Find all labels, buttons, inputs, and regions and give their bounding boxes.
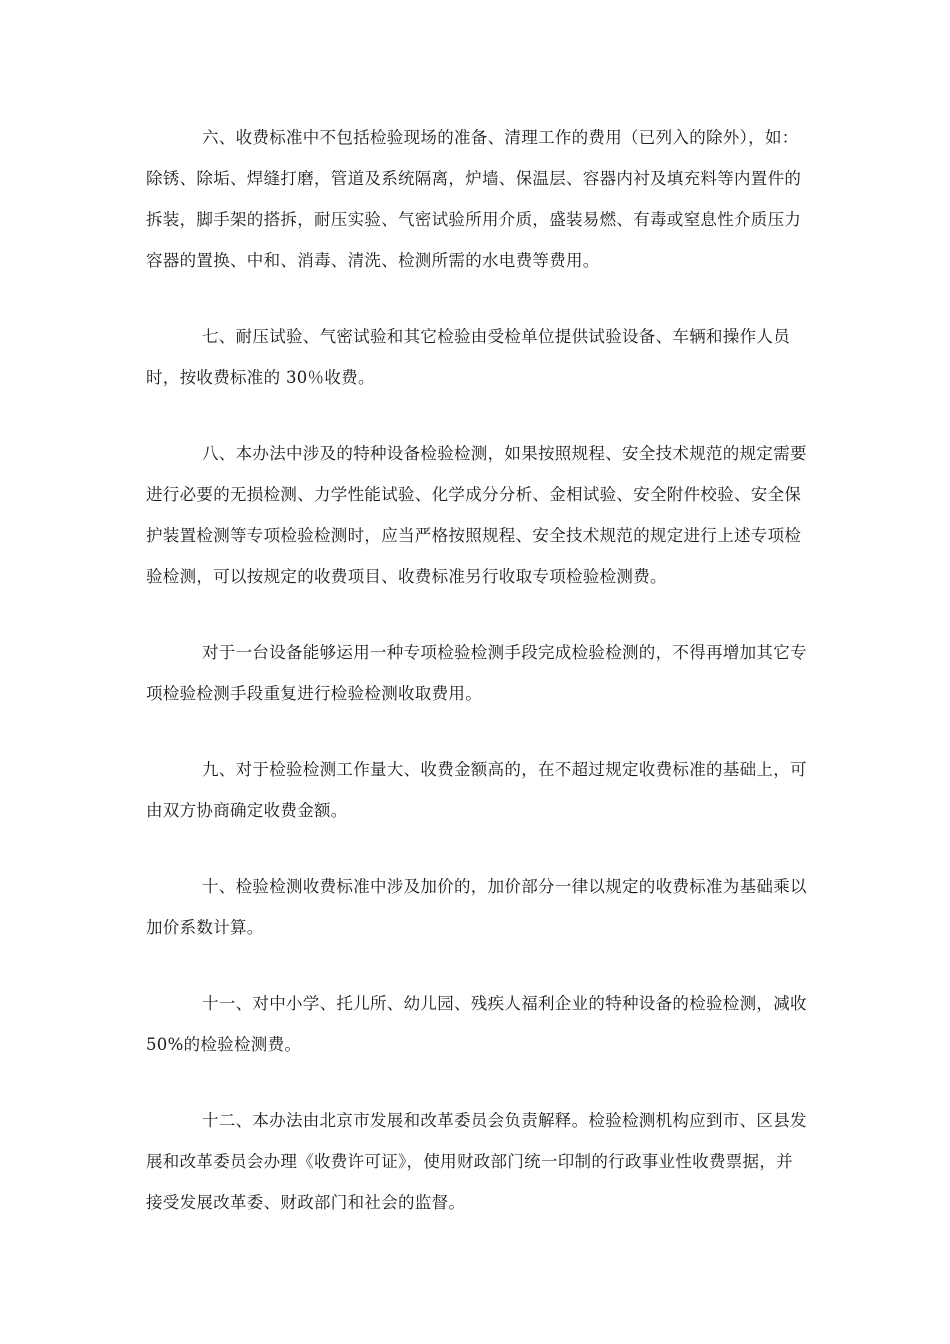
paragraph-gap — [146, 1065, 808, 1100]
paragraph-line: 项检验检测手段重复进行检验检测收取费用。 — [146, 684, 482, 703]
paragraph-line: 六、收费标准中不包括检验现场的准备、清理工作的费用（已列入的除外），如： — [202, 128, 799, 147]
paragraph-line: 护装置检测等专项检验检测时，应当严格按照规程、安全技术规范的规定进行上述专项检 — [146, 526, 802, 545]
paragraph-line: 展和改革委员会办理《收费许可证》，使用财政部门统一印制的行政事业性收费票据，并 — [146, 1152, 793, 1171]
paragraph-line: 加价系数计算。 — [146, 918, 264, 937]
paragraph-gap — [146, 597, 808, 632]
paragraph-line: 容器的置换、中和、消毒、清洗、检测所需的水电费等费用。 — [146, 251, 600, 270]
paragraph-line: 接受发展改革委、财政部门和社会的监督。 — [146, 1193, 466, 1212]
paragraph-8 — [146, 433, 808, 597]
paragraph-gap — [146, 398, 808, 433]
paragraph-line: 对于一台设备能够运用一种专项检验检测手段完成检验检测的，不得再增加其它专 — [202, 643, 807, 662]
paragraph-line: 七、耐压试验、气密试验和其它检验由受检单位提供试验设备、车辆和操作人员 — [202, 327, 790, 346]
paragraph-8-supplement — [146, 632, 808, 714]
paragraph-6 — [146, 117, 808, 281]
paragraph-12 — [146, 1100, 808, 1223]
paragraph-line: 十一、对中小学、托儿所、幼儿园、残疾人福利企业的特种设备的检验检测，减收 — [202, 994, 807, 1013]
paragraph-10 — [146, 866, 808, 948]
paragraph-line: 拆装，脚手架的搭拆，耐压实验、气密试验所用介质，盛装易燃、有毒或窒息性介质压力 — [146, 210, 802, 229]
paragraph-line: 除锈、除垢、焊缝打磨，管道及系统隔离，炉墙、保温层、容器内衬及填充料等内置件的 — [146, 169, 802, 188]
paragraph-line: 十二、本办法由北京市发展和改革委员会负责解释。检验检测机构应到市、区县发 — [202, 1111, 807, 1130]
document-body — [146, 117, 808, 1223]
paragraph-7 — [146, 316, 808, 398]
paragraph-gap — [146, 281, 808, 316]
paragraph-line: 八、本办法中涉及的特种设备检验检测，如果按照规程、安全技术规范的规定需要 — [202, 444, 807, 463]
paragraph-11 — [146, 983, 808, 1065]
paragraph-line: 由双方协商确定收费金额。 — [146, 801, 348, 820]
paragraph-9 — [146, 749, 808, 831]
paragraph-line: 验检测，可以按规定的收费项目、收费标准另行收取专项检验检测费。 — [146, 567, 667, 586]
paragraph-line: 50%的检验检测费。 — [146, 1035, 302, 1054]
paragraph-line: 时，按收费标准的 30％收费。 — [146, 368, 375, 387]
paragraph-gap — [146, 714, 808, 749]
paragraph-gap — [146, 948, 808, 983]
paragraph-line: 九、对于检验检测工作量大、收费金额高的，在不超过规定收费标准的基础上，可 — [202, 760, 807, 779]
paragraph-gap — [146, 831, 808, 866]
paragraph-line: 进行必要的无损检测、力学性能试验、化学成分分析、金相试验、安全附件校验、安全保 — [146, 485, 802, 504]
paragraph-line: 十、检验检测收费标准中涉及加价的，加价部分一律以规定的收费标准为基础乘以 — [202, 877, 807, 896]
